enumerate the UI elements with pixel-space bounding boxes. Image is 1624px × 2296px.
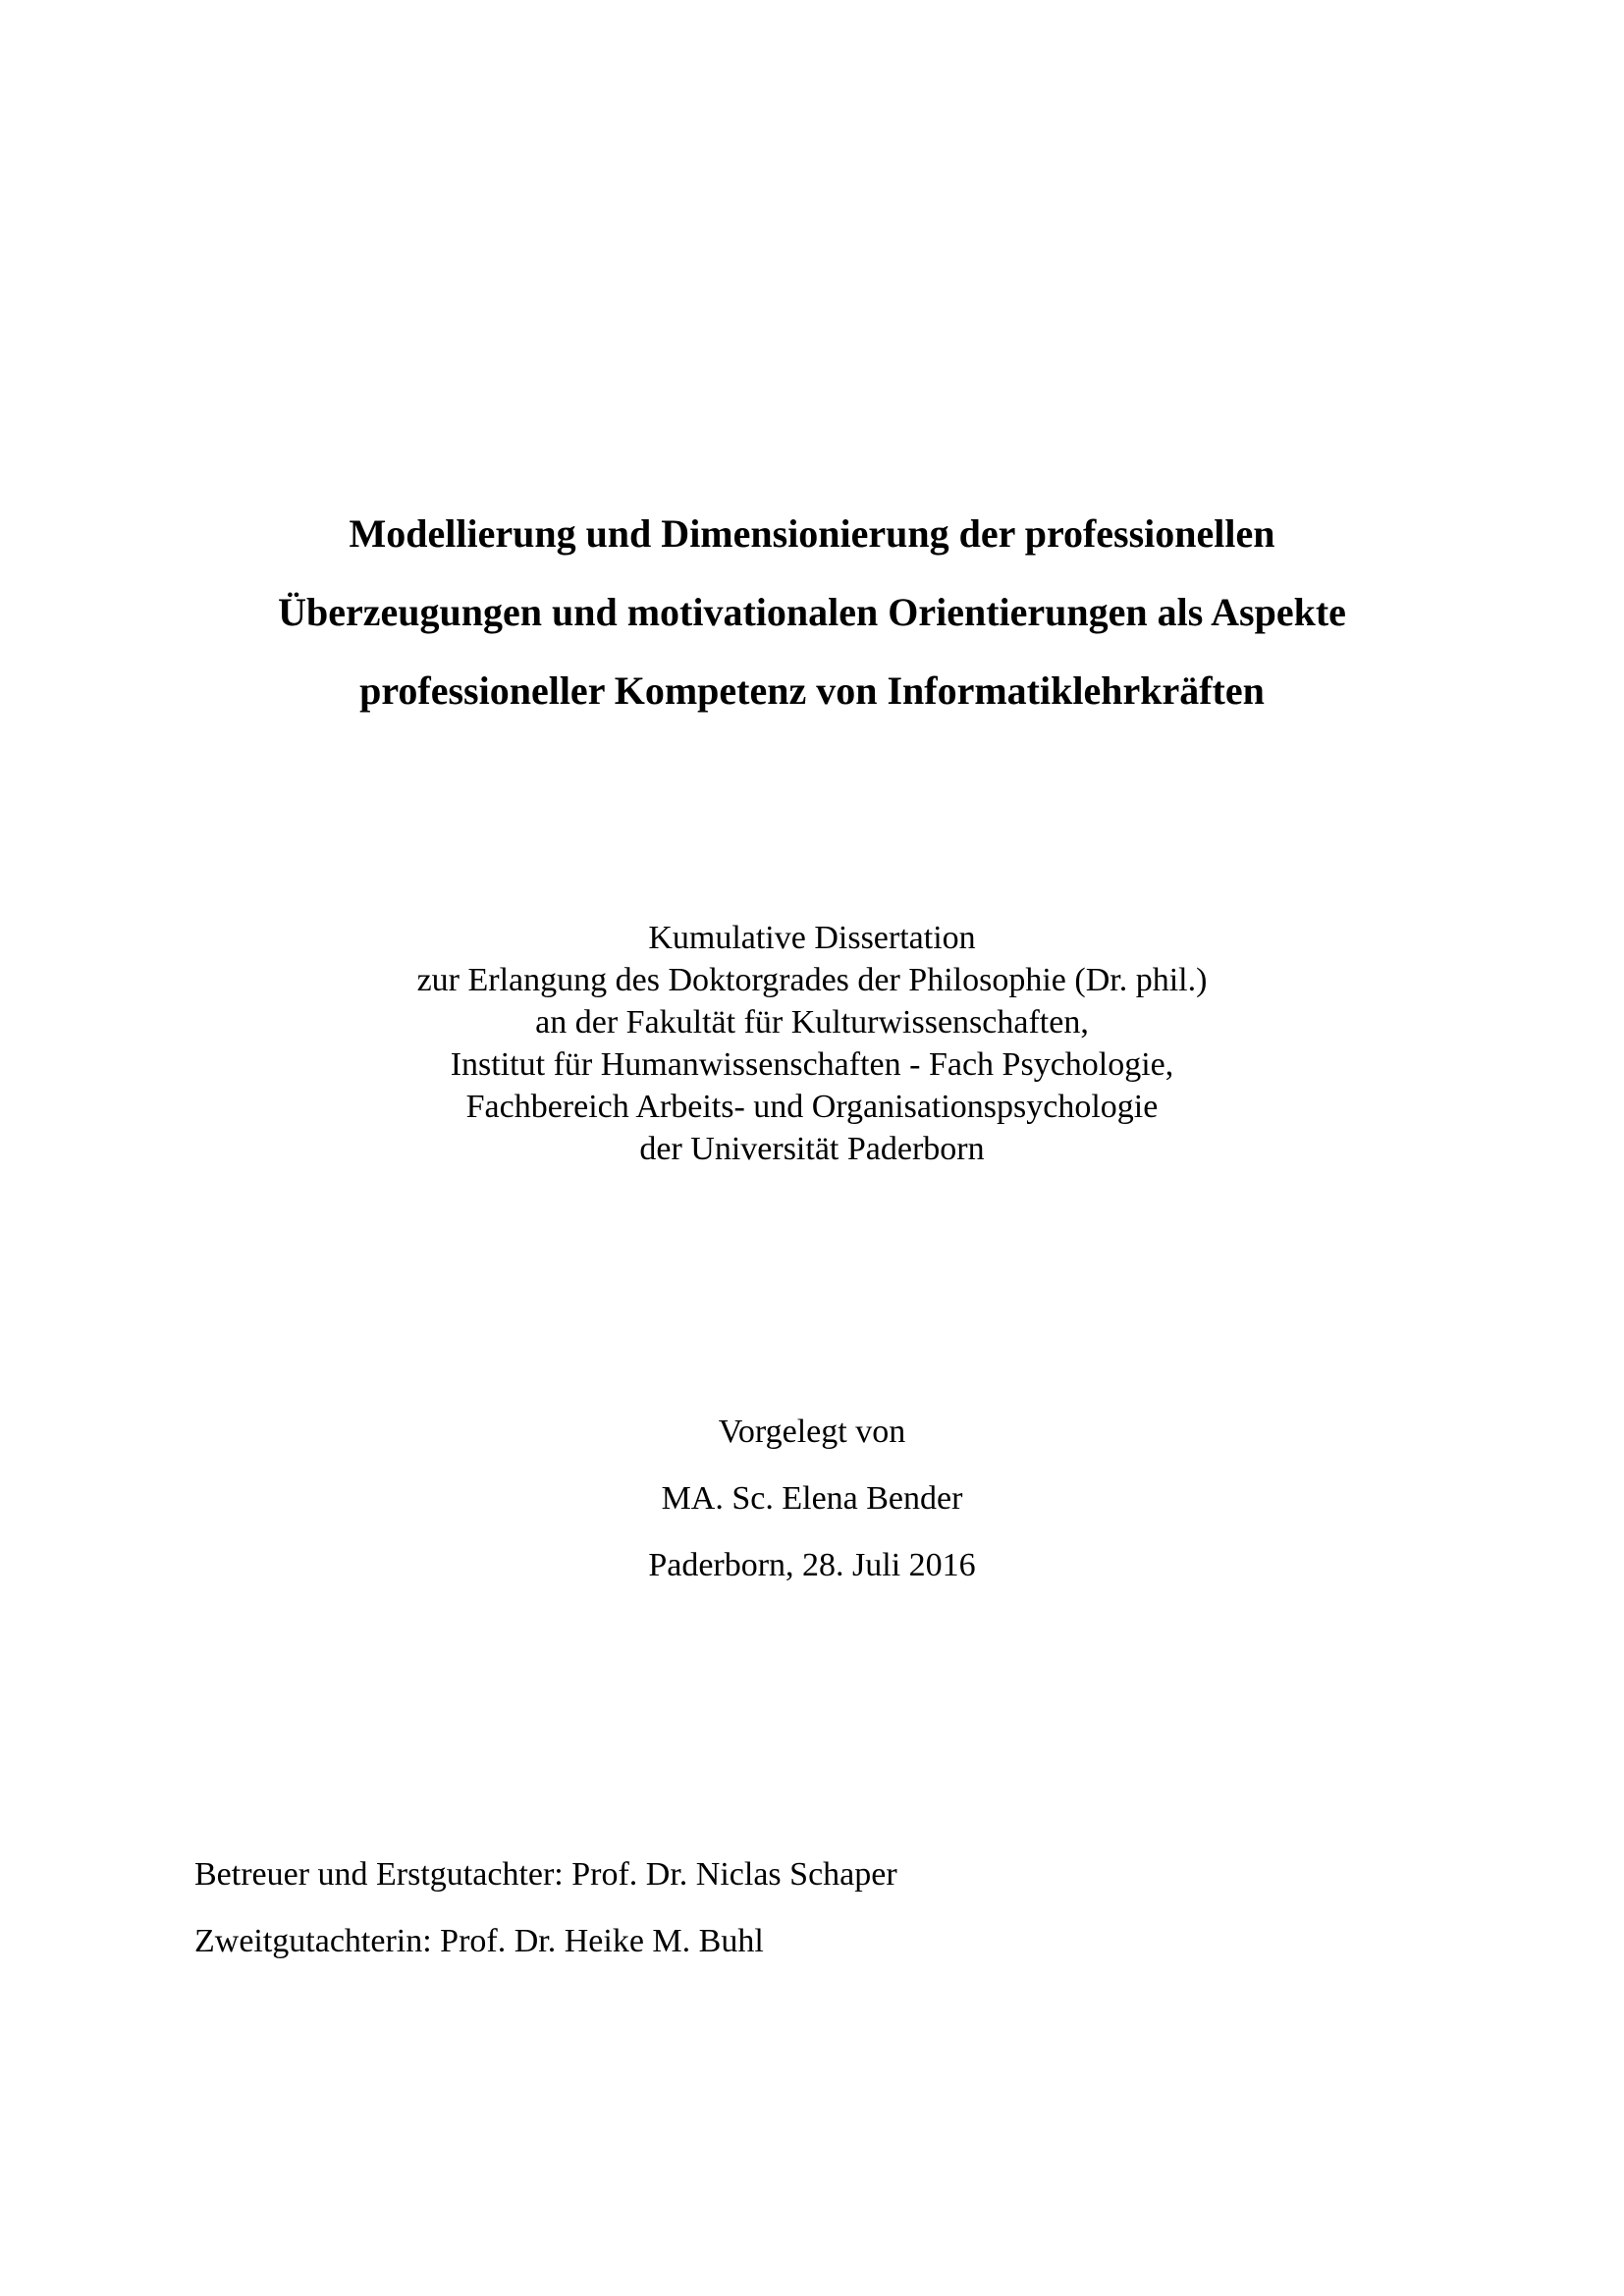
thesis-title bbox=[0, 495, 1624, 730]
department: Fachbereich Arbeits- und Organisationspsychologie bbox=[465, 1089, 1159, 1125]
first-reviewer: Betreuer und Erstgutachter: Prof. Dr. Niclas Schaper bbox=[194, 1856, 897, 1893]
reviewers bbox=[194, 1842, 1471, 1975]
submitted-by-label: Vorgelegt von bbox=[718, 1414, 906, 1450]
dissertation-type: Kumulative Dissertation bbox=[648, 920, 976, 956]
place-date: Paderborn, 28. Juli 2016 bbox=[648, 1547, 976, 1583]
dissertation-description bbox=[0, 917, 1624, 1170]
title-line-3: professioneller Kompetenz von Informatiklehrkräften bbox=[359, 668, 1265, 713]
degree-purpose: zur Erlangung des Doktorgrades der Philosophie (Dr. phil.) bbox=[416, 962, 1208, 998]
title-line-1: Modellierung und Dimensionierung der professionellen bbox=[349, 511, 1275, 556]
faculty: an der Fakultät für Kulturwissenschaften, bbox=[535, 1004, 1089, 1041]
title-line-2: Überzeugungen und motivationalen Orientierungen als Aspekte bbox=[278, 590, 1346, 634]
second-reviewer: Zweitgutachterin: Prof. Dr. Heike M. Buhl bbox=[194, 1923, 764, 1959]
submission-info bbox=[0, 1399, 1624, 1599]
university: der Universität Paderborn bbox=[639, 1131, 985, 1167]
institute: Institut für Humanwissenschaften - Fach Psychologie, bbox=[450, 1046, 1174, 1083]
author-name: MA. Sc. Elena Bender bbox=[661, 1480, 963, 1517]
